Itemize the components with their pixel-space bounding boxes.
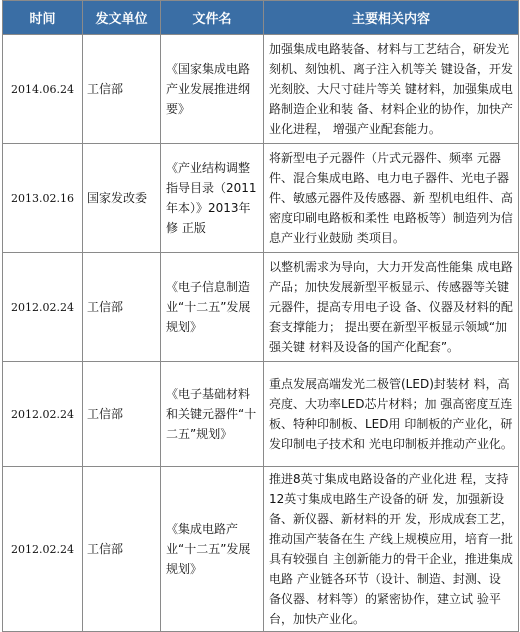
column-header-content: 主要相关内容 (264, 1, 519, 35)
table-row (3, 144, 519, 253)
date-cell: 2012.02.24 (3, 362, 83, 467)
unit-cell: 工信部 (83, 35, 161, 144)
column-header-doc: 文件名 (161, 1, 264, 35)
date-cell: 2014.06.24 (3, 35, 83, 144)
unit-cell: 工信部 (83, 362, 161, 467)
content-cell: 以整机需求为导向，大力开发高性能集 成电路产品；加快发展新型平板显示、传感器等关键元器件，提高专用电子设 备、仪器及材料的配套支撑能力； 提出要在新型平板显示领域“加强关键 材料及设备的国产化配套”。 (264, 253, 519, 362)
table-row (3, 35, 519, 144)
content-cell: 重点发展高端发光二极管(LED)封装材 料，高亮度、大功率LED芯片材料；加 强高密度互连板、特种印制板、LED用 印制板的产业化，研发印制电子技术和 光电印制板并推动产业化。 (264, 362, 519, 467)
policy-table (2, 0, 519, 632)
table-row (3, 362, 519, 467)
document-name-cell: 《电子基础材料和关键元器件“十二五”规划》 (161, 362, 264, 467)
column-header-unit: 发文单位 (83, 1, 161, 35)
content-cell: 将新型电子元器件（片式元器件、频率 元器件、混合集成电路、电力电子器件、光电子器件、敏感元器件及传感器、新 型机电组件、高密度印刷电路板和柔性 电路板等）制造列为信息产业行业鼓励 类项目。 (264, 144, 519, 253)
column-header-time: 时间 (3, 1, 83, 35)
table-header-row (3, 1, 519, 35)
table-row (3, 467, 519, 632)
table-row (3, 253, 519, 362)
document-name-cell: 《产业结构调整指导目录（2011年本）》2013年修 正版 (161, 144, 264, 253)
document-name-cell: 《集成电路产业“十二五”发展规划》 (161, 467, 264, 632)
unit-cell: 国家发改委 (83, 144, 161, 253)
date-cell: 2013.02.16 (3, 144, 83, 253)
document-name-cell: 《国家集成电路产业发展推进纲要》 (161, 35, 264, 144)
date-cell: 2012.02.24 (3, 467, 83, 632)
content-cell: 推进8英寸集成电路设备的产业化进 程，支持12英寸集成电路生产设备的研 发，加强新设备、新仪器、新材料的开 发，形成成套工艺，推动国产装备在生 产线上规模应用，培育一批具有较强自 主创新能力的骨干企业，推进集成电路 产业链各环节（设计、制造、封测、设 备仪器、材料等）的紧密协作，建立试 验平台，加快产业化。 (264, 467, 519, 632)
content-cell: 加强集成电路装备、材料与工艺结合，研发光刻机、刻蚀机、离子注入机等关 键设备，开发光刻胶、大尺寸硅片等关 键材料，加强集成电路制造企业和装 备、材料企业的协作，加快产业化进程， 增强产业配套能力。 (264, 35, 519, 144)
document-name-cell: 《电子信息制造业“十二五”发展规划》 (161, 253, 264, 362)
unit-cell: 工信部 (83, 253, 161, 362)
date-cell: 2012.02.24 (3, 253, 83, 362)
unit-cell: 工信部 (83, 467, 161, 632)
